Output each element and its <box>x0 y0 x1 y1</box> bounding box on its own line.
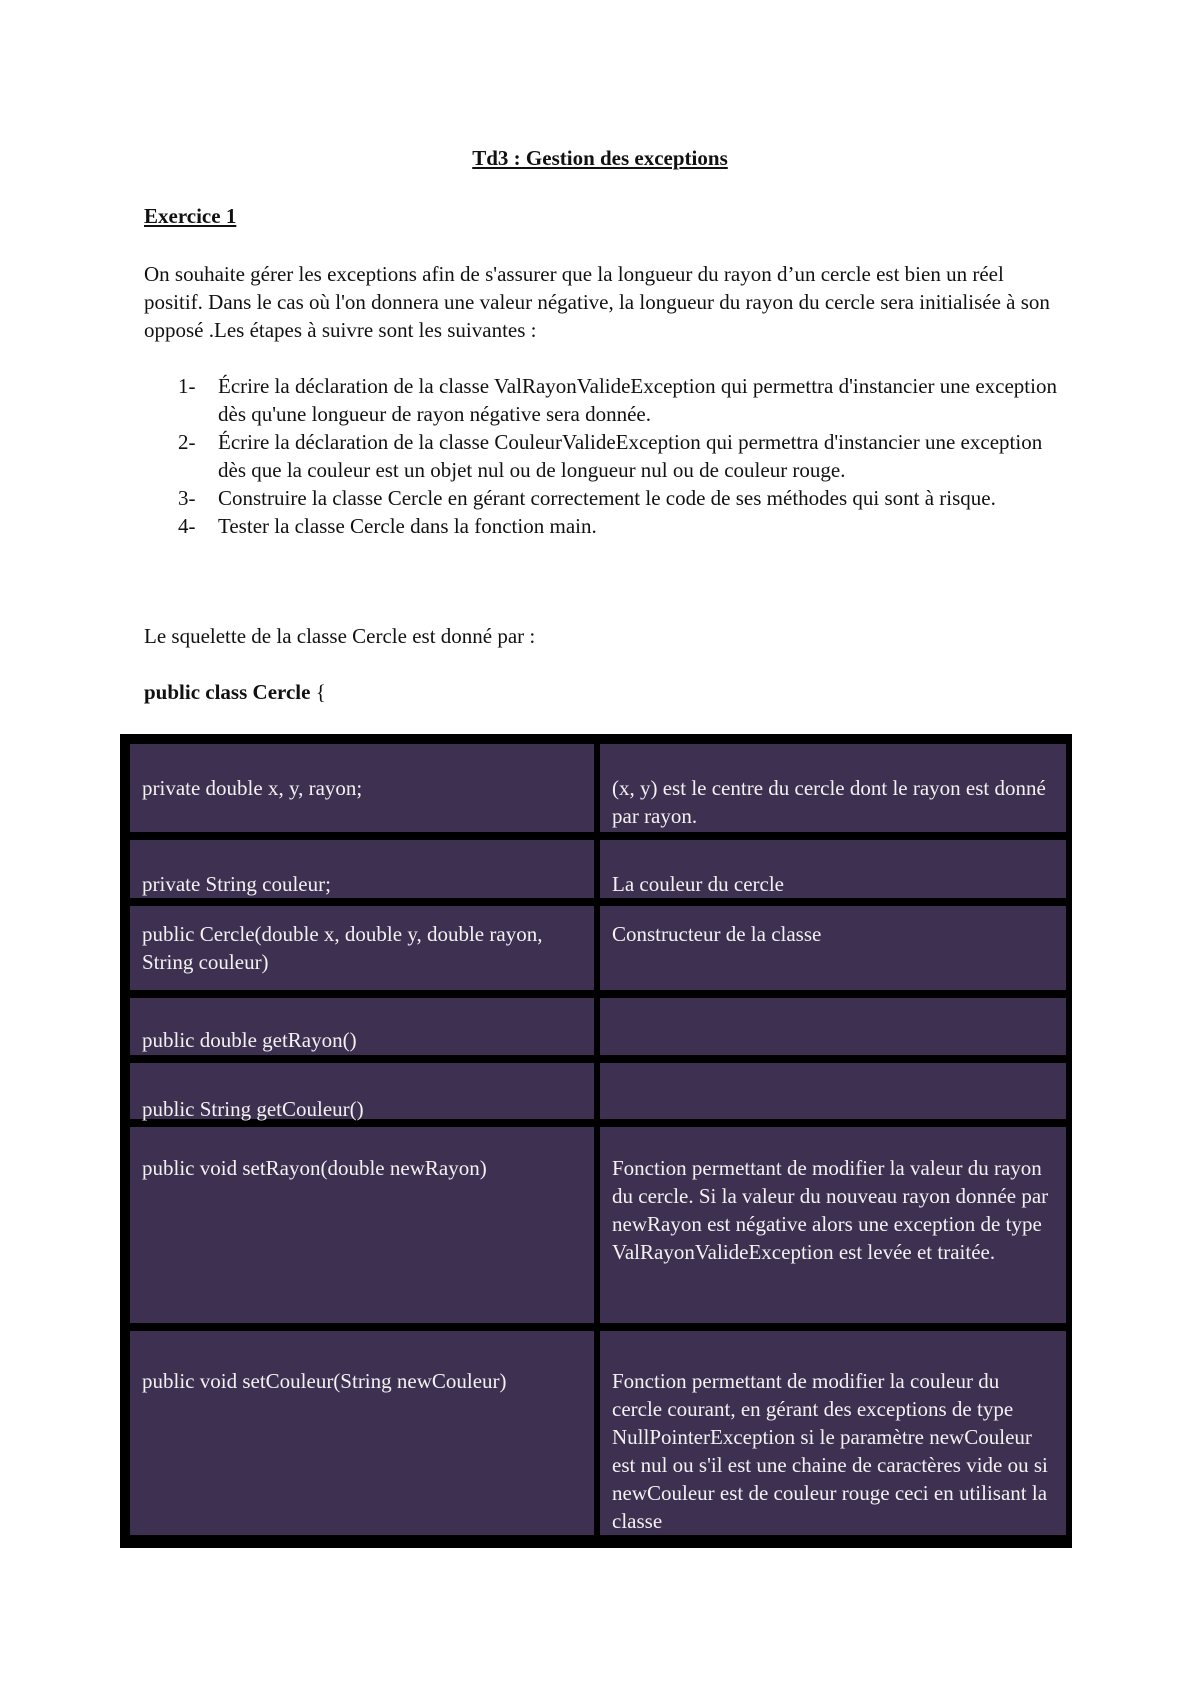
member-description: (x, y) est le centre du cercle dont le rayon est donné par rayon. <box>600 744 1066 832</box>
step-number: 3- <box>178 486 196 510</box>
step-number: 4- <box>178 514 196 538</box>
class-declaration <box>144 680 326 705</box>
step-text: Écrire la déclaration de la classe ValRayonValideException qui permettra d'instancier une exception dès qu'une longueur de rayon négative sera donnée. <box>218 374 1057 426</box>
step-text: Écrire la déclaration de la classe CouleurValideException qui permettra d'instancier une exception dès que la couleur est un objet nul ou de longueur nul ou de couleur rouge. <box>218 430 1043 482</box>
table-row <box>130 1127 1066 1323</box>
step-item <box>178 512 1068 540</box>
class-open-brace: { <box>310 680 326 704</box>
intro-paragraph: On souhaite gérer les exceptions afin de s'assurer que la longueur du rayon d’un cercle est bien un réel positif. Dans le cas où l'on donnera une valeur négative, la longueur du rayon du cercle sera initialisée à son opposé .Les étapes à suivre sont les suivantes : <box>144 262 1050 342</box>
member-signature: private double x, y, rayon; <box>130 744 594 832</box>
member-description: La couleur du cercle <box>600 840 1066 898</box>
document-title: Td3 : Gestion des exceptions <box>472 146 728 170</box>
step-number: 2- <box>178 430 196 454</box>
exercise-heading: Exercice 1 <box>144 204 237 228</box>
class-members-table <box>120 734 1072 1548</box>
step-item <box>178 372 1068 428</box>
step-text: Construire la classe Cercle en gérant correctement le code de ses méthodes qui sont à risque. <box>218 486 996 510</box>
member-signature: public double getRayon() <box>130 998 594 1055</box>
skeleton-intro: Le squelette de la classe Cercle est donné par : <box>144 624 536 648</box>
member-signature: public String getCouleur() <box>130 1063 594 1119</box>
class-declaration-text: public class Cercle <box>144 680 311 704</box>
member-description <box>600 998 1066 1055</box>
table-row <box>130 906 1066 990</box>
member-description: Constructeur de la classe <box>600 906 1066 990</box>
table-row <box>130 998 1066 1055</box>
member-description: Fonction permettant de modifier la couleur du cercle courant, en gérant des exceptions de type NullPointerException si le paramètre newCouleur est nul ou s'il est une chaine de caractères vide ou si newCouleur est de couleur rouge ceci en utilisant la classe <box>600 1331 1066 1535</box>
table-row <box>130 744 1066 832</box>
member-description: Fonction permettant de modifier la valeur du rayon du cercle. Si la valeur du nouveau rayon donnée par newRayon est négative alors une exception de type ValRayonValideException est levée et traitée. <box>600 1127 1066 1323</box>
member-description <box>600 1063 1066 1119</box>
step-item <box>178 484 1068 512</box>
member-signature: public void setRayon(double newRayon) <box>130 1127 594 1323</box>
member-signature: public void setCouleur(String newCouleur) <box>130 1331 594 1535</box>
step-number: 1- <box>178 374 196 398</box>
member-signature: private String couleur; <box>130 840 594 898</box>
table-row <box>130 1063 1066 1119</box>
steps-list <box>178 372 1068 540</box>
table-row <box>130 840 1066 898</box>
table-row <box>130 1331 1066 1535</box>
member-signature: public Cercle(double x, double y, double rayon, String couleur) <box>130 906 594 990</box>
step-item <box>178 428 1068 484</box>
step-text: Tester la classe Cercle dans la fonction main. <box>218 514 597 538</box>
